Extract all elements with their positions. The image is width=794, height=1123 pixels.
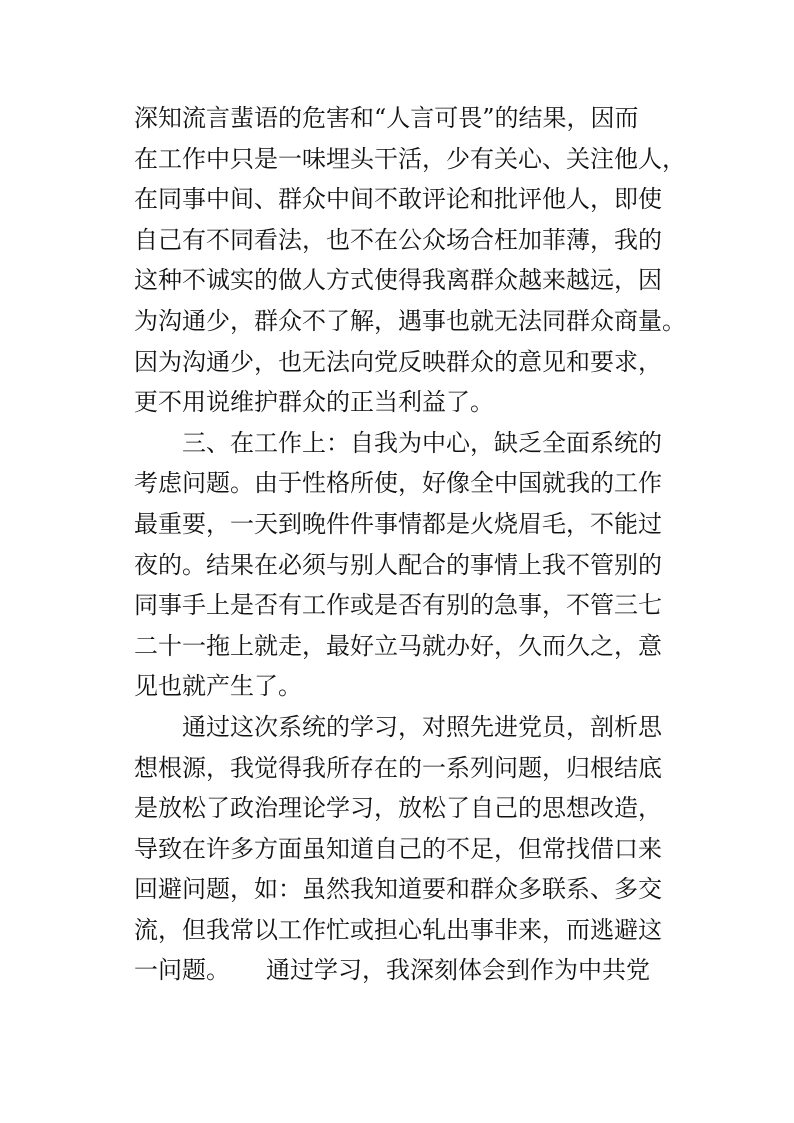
text-line: 想根源，我觉得我所存在的一系列问题，归根结底 (134, 753, 662, 782)
text-line: 导致在许多方面虽知道自己的不足，但常找借口来 (134, 834, 662, 863)
text-line: 通过这次系统的学习，对照先进党员，剖析思 (134, 712, 662, 741)
text-line: 更不用说维护群众的正当利益了。 (134, 388, 494, 417)
text-line: 在工作中只是一味埋头干活，少有关心、关注他人， (134, 144, 686, 173)
text-line: 回避问题，如：虽然我知道要和群众多联系、多交 (134, 875, 662, 904)
text-line: 三、在工作上：自我为中心，缺乏全面系统的 (134, 428, 662, 457)
text-line: 见也就产生了。 (134, 672, 302, 701)
text-line: 最重要，一天到晚件件事情都是火烧眉毛，不能过 (134, 509, 662, 538)
text-line: 为沟通少，群众不了解，遇事也就无法同群众商量。 (134, 306, 686, 335)
text-line: 同事手上是否有工作或是否有别的急事，不管三七 (134, 591, 662, 620)
text-line: 这种不诚实的做人方式使得我离群众越来越远，因 (134, 266, 662, 295)
text-line: 深知流言蜚语的危害和“人言可畏”的结果，因而 (134, 104, 639, 132)
text-line: 夜的。结果在必须与别人配合的事情上我不管别的 (134, 550, 662, 579)
text-line: 流，但我常以工作忙或担心轧出事非来，而逃避这 (134, 915, 662, 944)
text-line: 一问题。 通过学习，我深刻体会到作为中共党 (134, 956, 650, 985)
body-text (134, 98, 686, 991)
text-line: 自己有不同看法，也不在公众场合枉加菲薄，我的 (134, 225, 662, 254)
text-line: 在同事中间、群众中间不敢评论和批评他人，即使 (134, 185, 662, 214)
text-line: 考虑问题。由于性格所使，好像全中国就我的工作 (134, 469, 662, 498)
text-line: 二十一拖上就走，最好立马就办好，久而久之，意 (134, 631, 662, 660)
text-line: 是放松了政治理论学习，放松了自己的思想改造， (134, 794, 662, 823)
text-line: 因为沟通少，也无法向党反映群众的意见和要求， (134, 347, 662, 376)
